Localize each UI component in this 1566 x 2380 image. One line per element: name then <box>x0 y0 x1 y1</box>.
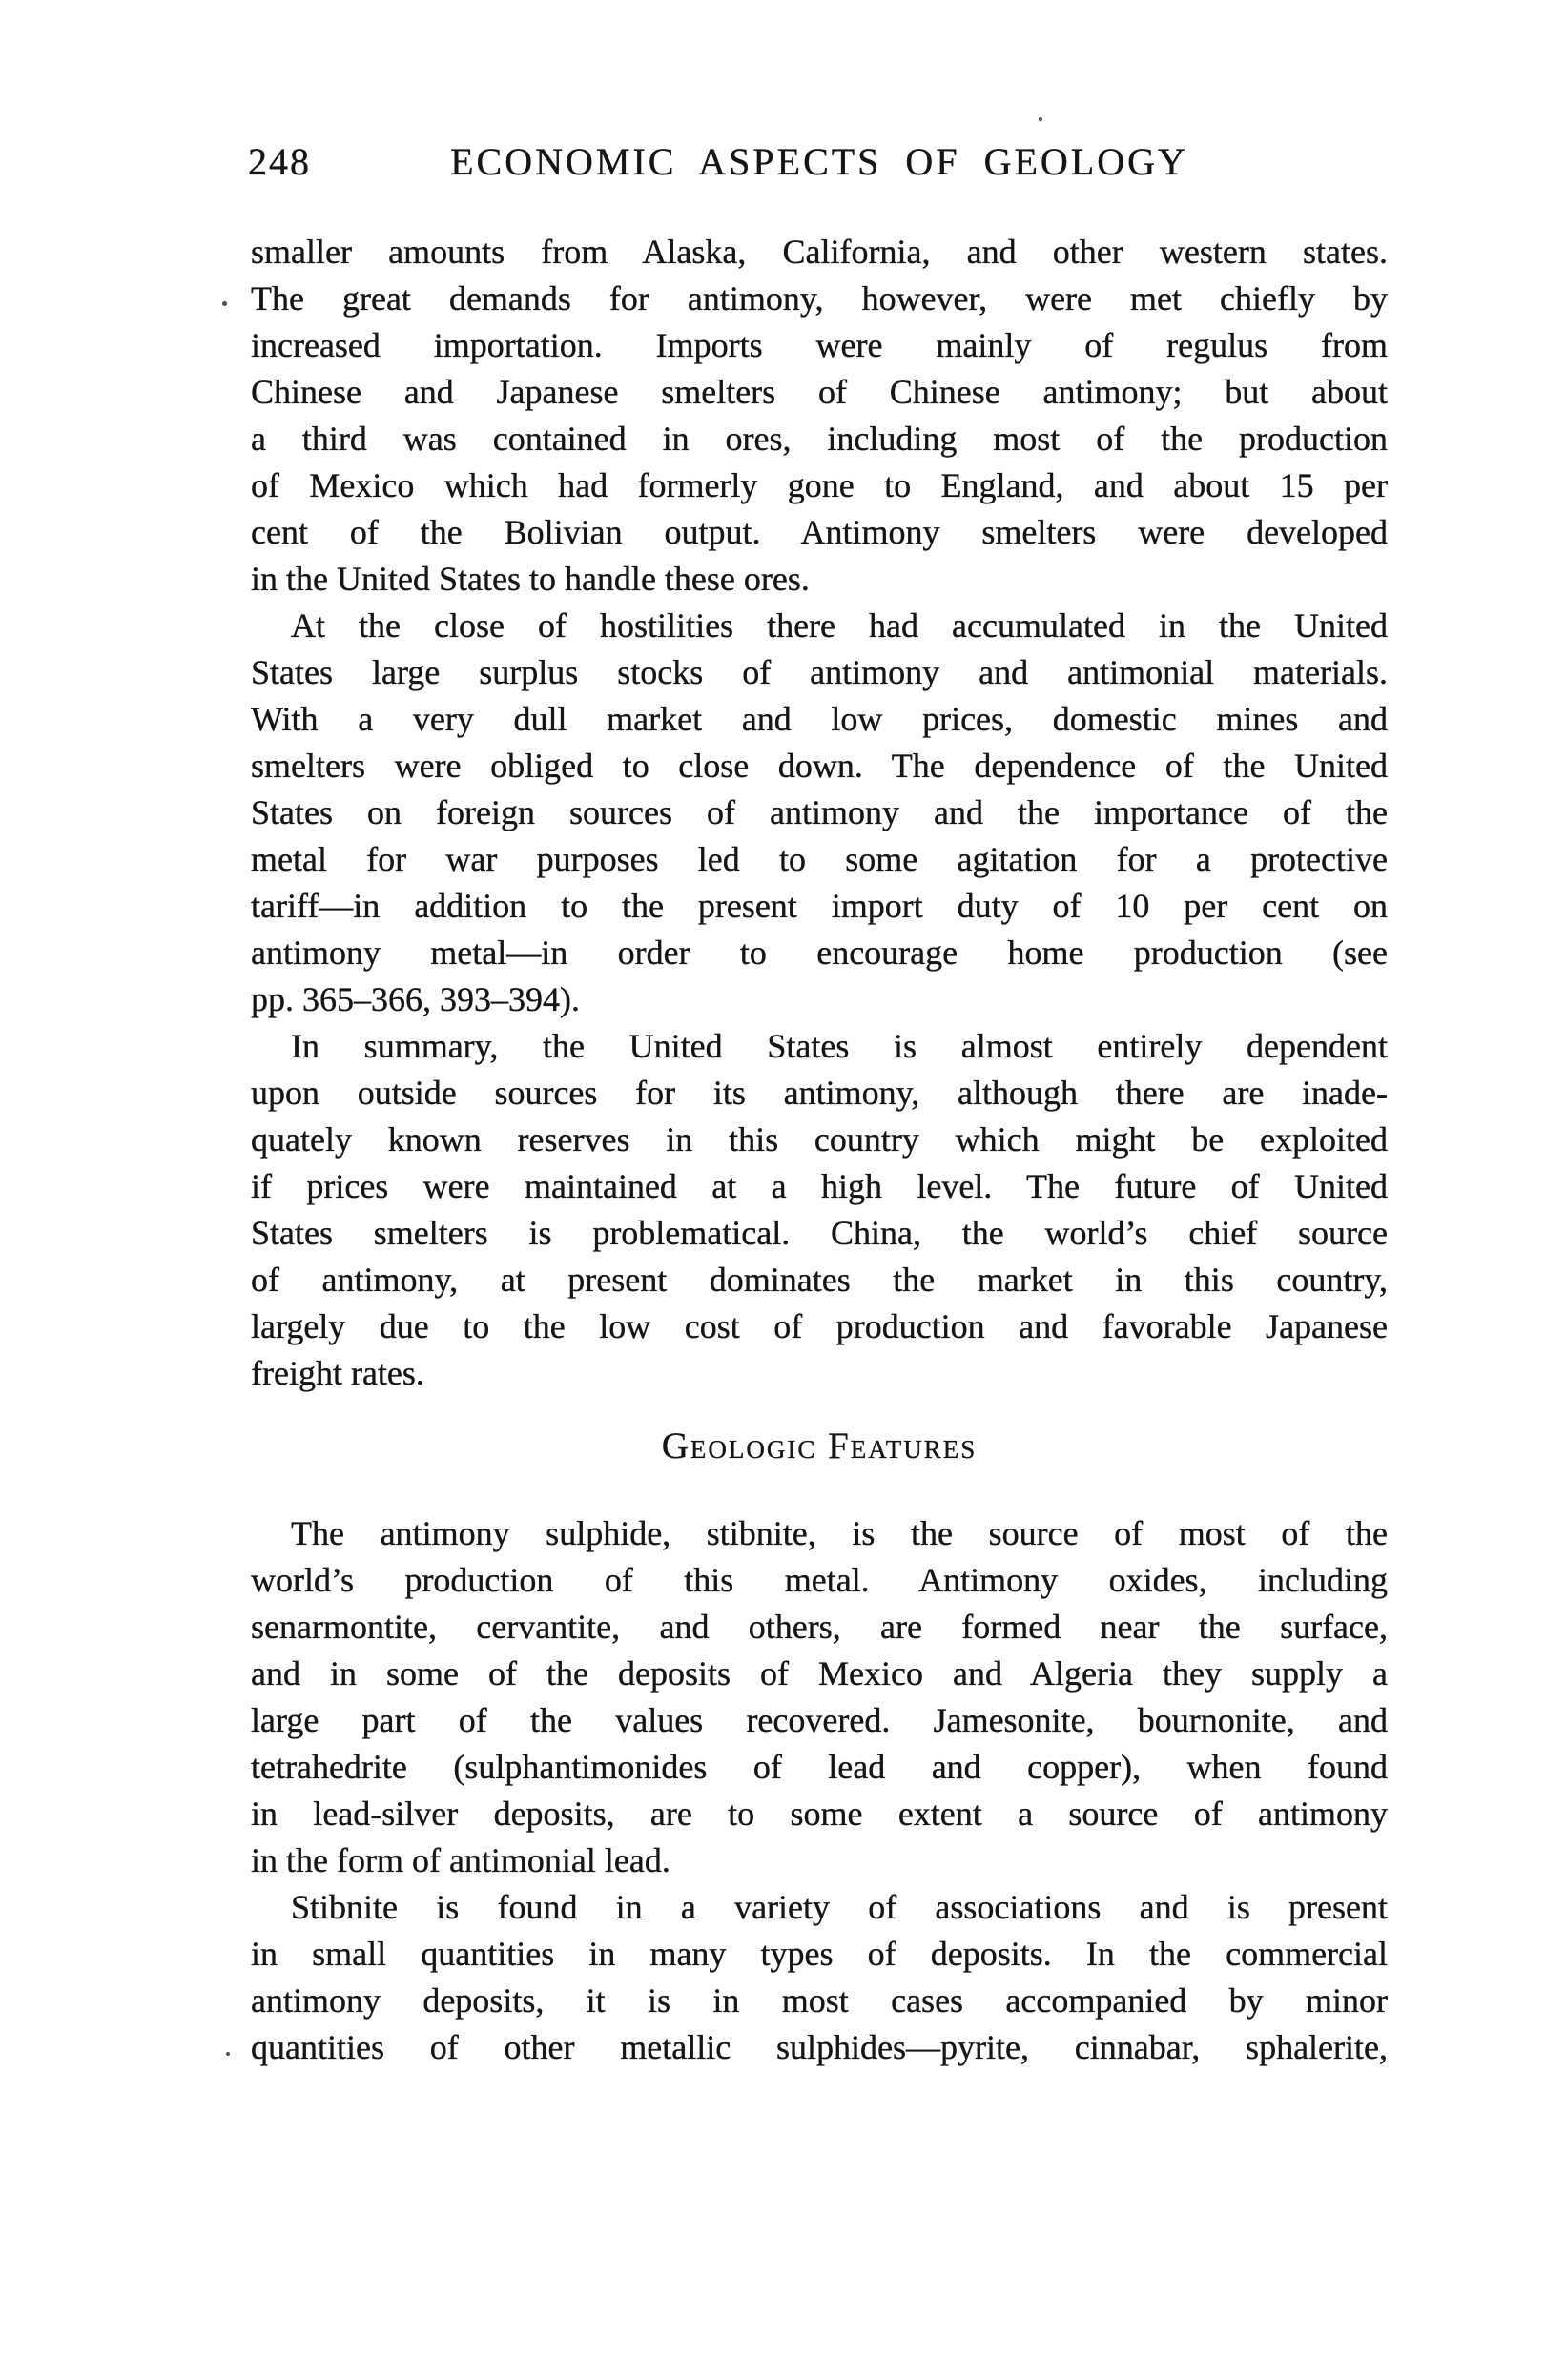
text-line: metal for war purposes led to some agitation for a protective <box>251 840 1388 878</box>
text-line: a third was contained in ores, including most of the production <box>251 420 1388 458</box>
text-line: in the form of antimonial lead. <box>251 1841 670 1879</box>
scan-speck <box>1039 117 1042 121</box>
paragraph <box>251 229 1388 603</box>
text-line: in lead-silver deposits, are to some extent a source of antimony <box>251 1795 1388 1833</box>
text-line: freight rates. <box>251 1354 424 1392</box>
text-line: With a very dull market and low prices, domestic mines and <box>251 700 1388 738</box>
page-header <box>248 138 1388 185</box>
text-line: large part of the values recovered. Jamesonite, bournonite, and <box>251 1701 1388 1739</box>
text-line: world’s production of this metal. Antimony oxides, including <box>251 1561 1388 1599</box>
text-line: in the United States to handle these ores. <box>251 560 810 598</box>
text-line: and in some of the deposits of Mexico and Algeria they supply a <box>251 1654 1388 1693</box>
text-line: antimony deposits, it is in most cases accompanied by minor <box>251 1981 1388 2020</box>
text-line: smaller amounts from Alaska, California, and other western states. <box>251 233 1388 271</box>
text-column <box>251 229 1388 2071</box>
text-line: in small quantities in many types of deposits. In the commercial <box>251 1935 1388 1973</box>
text-line: of Mexico which had formerly gone to England, and about 15 per <box>251 466 1388 504</box>
text-line: The antimony sulphide, stibnite, is the source of most of the <box>291 1514 1388 1552</box>
text-line: antimony metal—in order to encourage home production (see <box>251 934 1388 972</box>
text-line: Chinese and Japanese smelters of Chinese antimony; but about <box>251 373 1388 411</box>
running-title: ECONOMIC ASPECTS OF GEOLOGY <box>450 140 1188 183</box>
text-line: States on foreign sources of antimony and the importance of the <box>251 793 1388 831</box>
text-line: quantities of other metallic sulphides—pyrite, cinnabar, sphalerite, <box>251 2028 1388 2066</box>
paragraph <box>251 603 1388 1023</box>
text-line: if prices were maintained at a high level. The future of United <box>251 1167 1388 1205</box>
text-line: In summary, the United States is almost entirely dependent <box>291 1027 1388 1065</box>
text-line: quately known reserves in this country which might be exploited <box>251 1120 1388 1159</box>
text-line: increased importation. Imports were mainly of regulus from <box>251 326 1388 364</box>
text-line: senarmontite, cervantite, and others, are formed near the surface, <box>251 1608 1388 1646</box>
text-line: Stibnite is found in a variety of associations and is present <box>291 1888 1388 1926</box>
text-line: cent of the Bolivian output. Antimony smelters were developed <box>251 513 1388 551</box>
paragraph <box>251 1023 1388 1397</box>
text-line: tetrahedrite (sulphantimonides of lead and copper), when found <box>251 1748 1388 1786</box>
text-line: States smelters is problematical. China, the world’s chief source <box>251 1214 1388 1252</box>
text-line: smelters were obliged to close down. The dependence of the United <box>251 747 1388 785</box>
text-line: upon outside sources for its antimony, although there are inade- <box>251 1074 1388 1112</box>
scan-speck <box>226 2052 230 2056</box>
text-line: The great demands for antimony, however, were met chiefly by <box>251 279 1388 318</box>
page-number: 248 <box>248 140 311 183</box>
text-line: States large surplus stocks of antimony and antimonial materials. <box>251 653 1388 691</box>
scan-speck <box>222 301 227 306</box>
paragraph <box>251 1510 1388 1884</box>
section-heading: Geologic Features <box>661 1426 978 1467</box>
text-line: of antimony, at present dominates the market in this country, <box>251 1261 1388 1299</box>
text-line: largely due to the low cost of production and favorable Japanese <box>251 1307 1388 1345</box>
text-line: pp. 365–366, 393–394). <box>251 980 580 1018</box>
text-line: At the close of hostilities there had accumulated in the United <box>291 606 1388 645</box>
paragraph <box>251 1884 1388 2071</box>
text-line: tariff—in addition to the present import duty of 10 per cent on <box>251 887 1388 925</box>
